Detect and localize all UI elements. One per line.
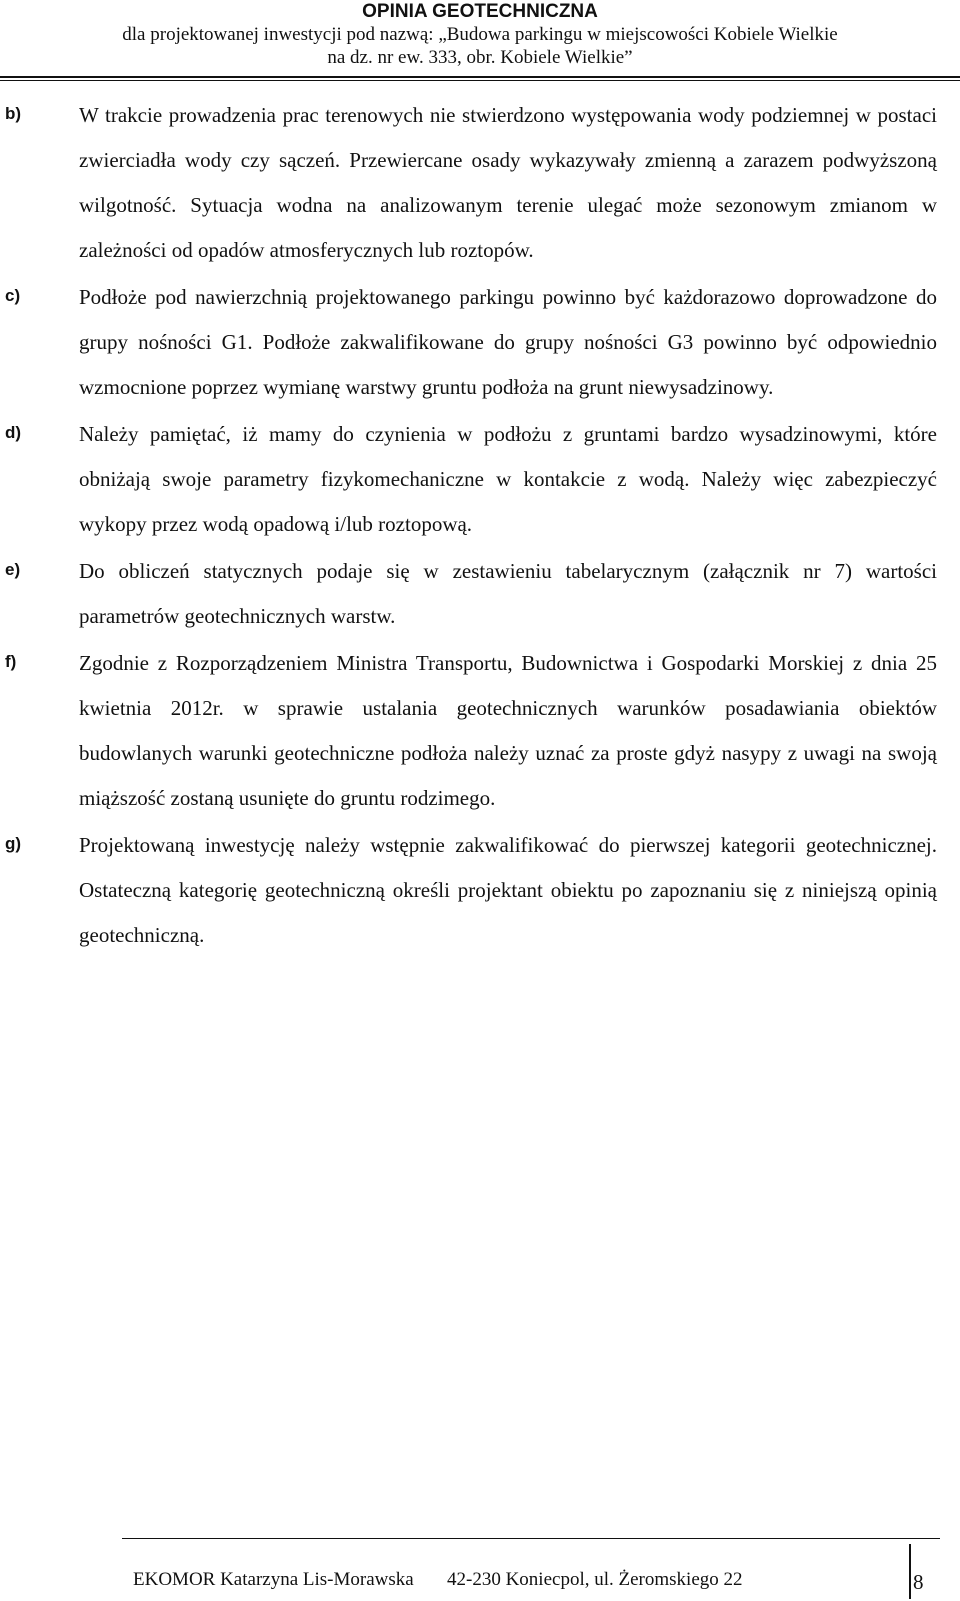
list-item-e — [0, 549, 960, 639]
list-item-b — [0, 93, 960, 273]
list-item-text: Należy pamiętać, iż mamy do czynienia w podłożu z gruntami bardzo wysadzinowymi, które obniżają swoje parametry fizykomechaniczne w kontakcie z wodą. Należy więc zabezpieczyć wykopy przez wodą opadową i/lub roztopową. — [79, 422, 937, 536]
footer-address: 42-230 Koniecpol, ul. Żeromskiego 22 — [447, 1569, 743, 1590]
list-item-text: W trakcie prowadzenia prac terenowych nie stwierdzono występowania wody podziemnej w postaci zwierciadła wody czy sączeń. Przewiercane osady wykazywały zmienną a zarazem podwyższoną wilgotność. Sytuacja wodna na analizowanym terenie ulegać może sezonowym zmianom w zależności od opadów atmosferycznych lub roztopów. — [79, 103, 937, 262]
list-item-text: Projektowaną inwestycję należy wstępnie zakwalifikować do pierwszej kategorii geotechnicznej. Ostateczną kategorię geotechniczną określi projektant obiektu po zapoznaniu się z niniejszą opinią geotechniczną. — [79, 833, 937, 947]
header-divider — [0, 76, 960, 81]
list-marker: b) — [5, 104, 22, 123]
footer-divider — [122, 1538, 940, 1539]
list-item-c — [0, 275, 960, 410]
page-number: 8 — [913, 1570, 924, 1594]
document-title: OPINIA GEOTECHNICZNA — [362, 1, 598, 22]
list-item-g — [0, 823, 960, 958]
list-marker: f) — [5, 652, 17, 671]
footer-company: EKOMOR Katarzyna Lis-Morawska — [133, 1569, 414, 1590]
list-item-text: Zgodnie z Rozporządzeniem Ministra Transportu, Budownictwa i Gospodarki Morskiej z dnia 25 kwietnia 2012r. w sprawie ustalania geotechnicznych warunków posadawiania obiektów budowlanych warunki geotechniczne podłoża należy uznać za proste gdyż nasypy z uwagi na swoją miąższość zostaną usunięte do gruntu rodzimego. — [79, 651, 937, 810]
list-item-d — [0, 412, 960, 547]
page-header — [0, 0, 960, 69]
list-item-text: Podłoże pod nawierzchnią projektowanego parkingu powinno być każdorazowo doprowadzone do grupy nośności G1. Podłoże zakwalifikowane do grupy nośności G3 powinno być odpowiednio wzmocnione poprzez wymianę warstwy gruntu podłoża na grunt niewysadzinowy. — [79, 285, 937, 399]
document-subtitle-line-2: na dz. nr ew. 333, obr. Kobiele Wielkie” — [327, 47, 633, 68]
page-footer — [133, 1568, 943, 1592]
document-subtitle-line-1: dla projektowanej inwestycji pod nazwą: „Budowa parkingu w miejscowości Kobiele Wielkie — [122, 24, 838, 45]
list-marker: c) — [5, 286, 21, 305]
list-marker: e) — [5, 560, 21, 579]
list-marker: d) — [5, 423, 22, 442]
document-body — [0, 93, 960, 960]
list-marker: g) — [5, 834, 22, 853]
list-item-f — [0, 641, 960, 821]
list-item-text: Do obliczeń statycznych podaje się w zestawieniu tabelarycznym (załącznik nr 7) wartości parametrów geotechnicznych warstw. — [79, 559, 937, 628]
